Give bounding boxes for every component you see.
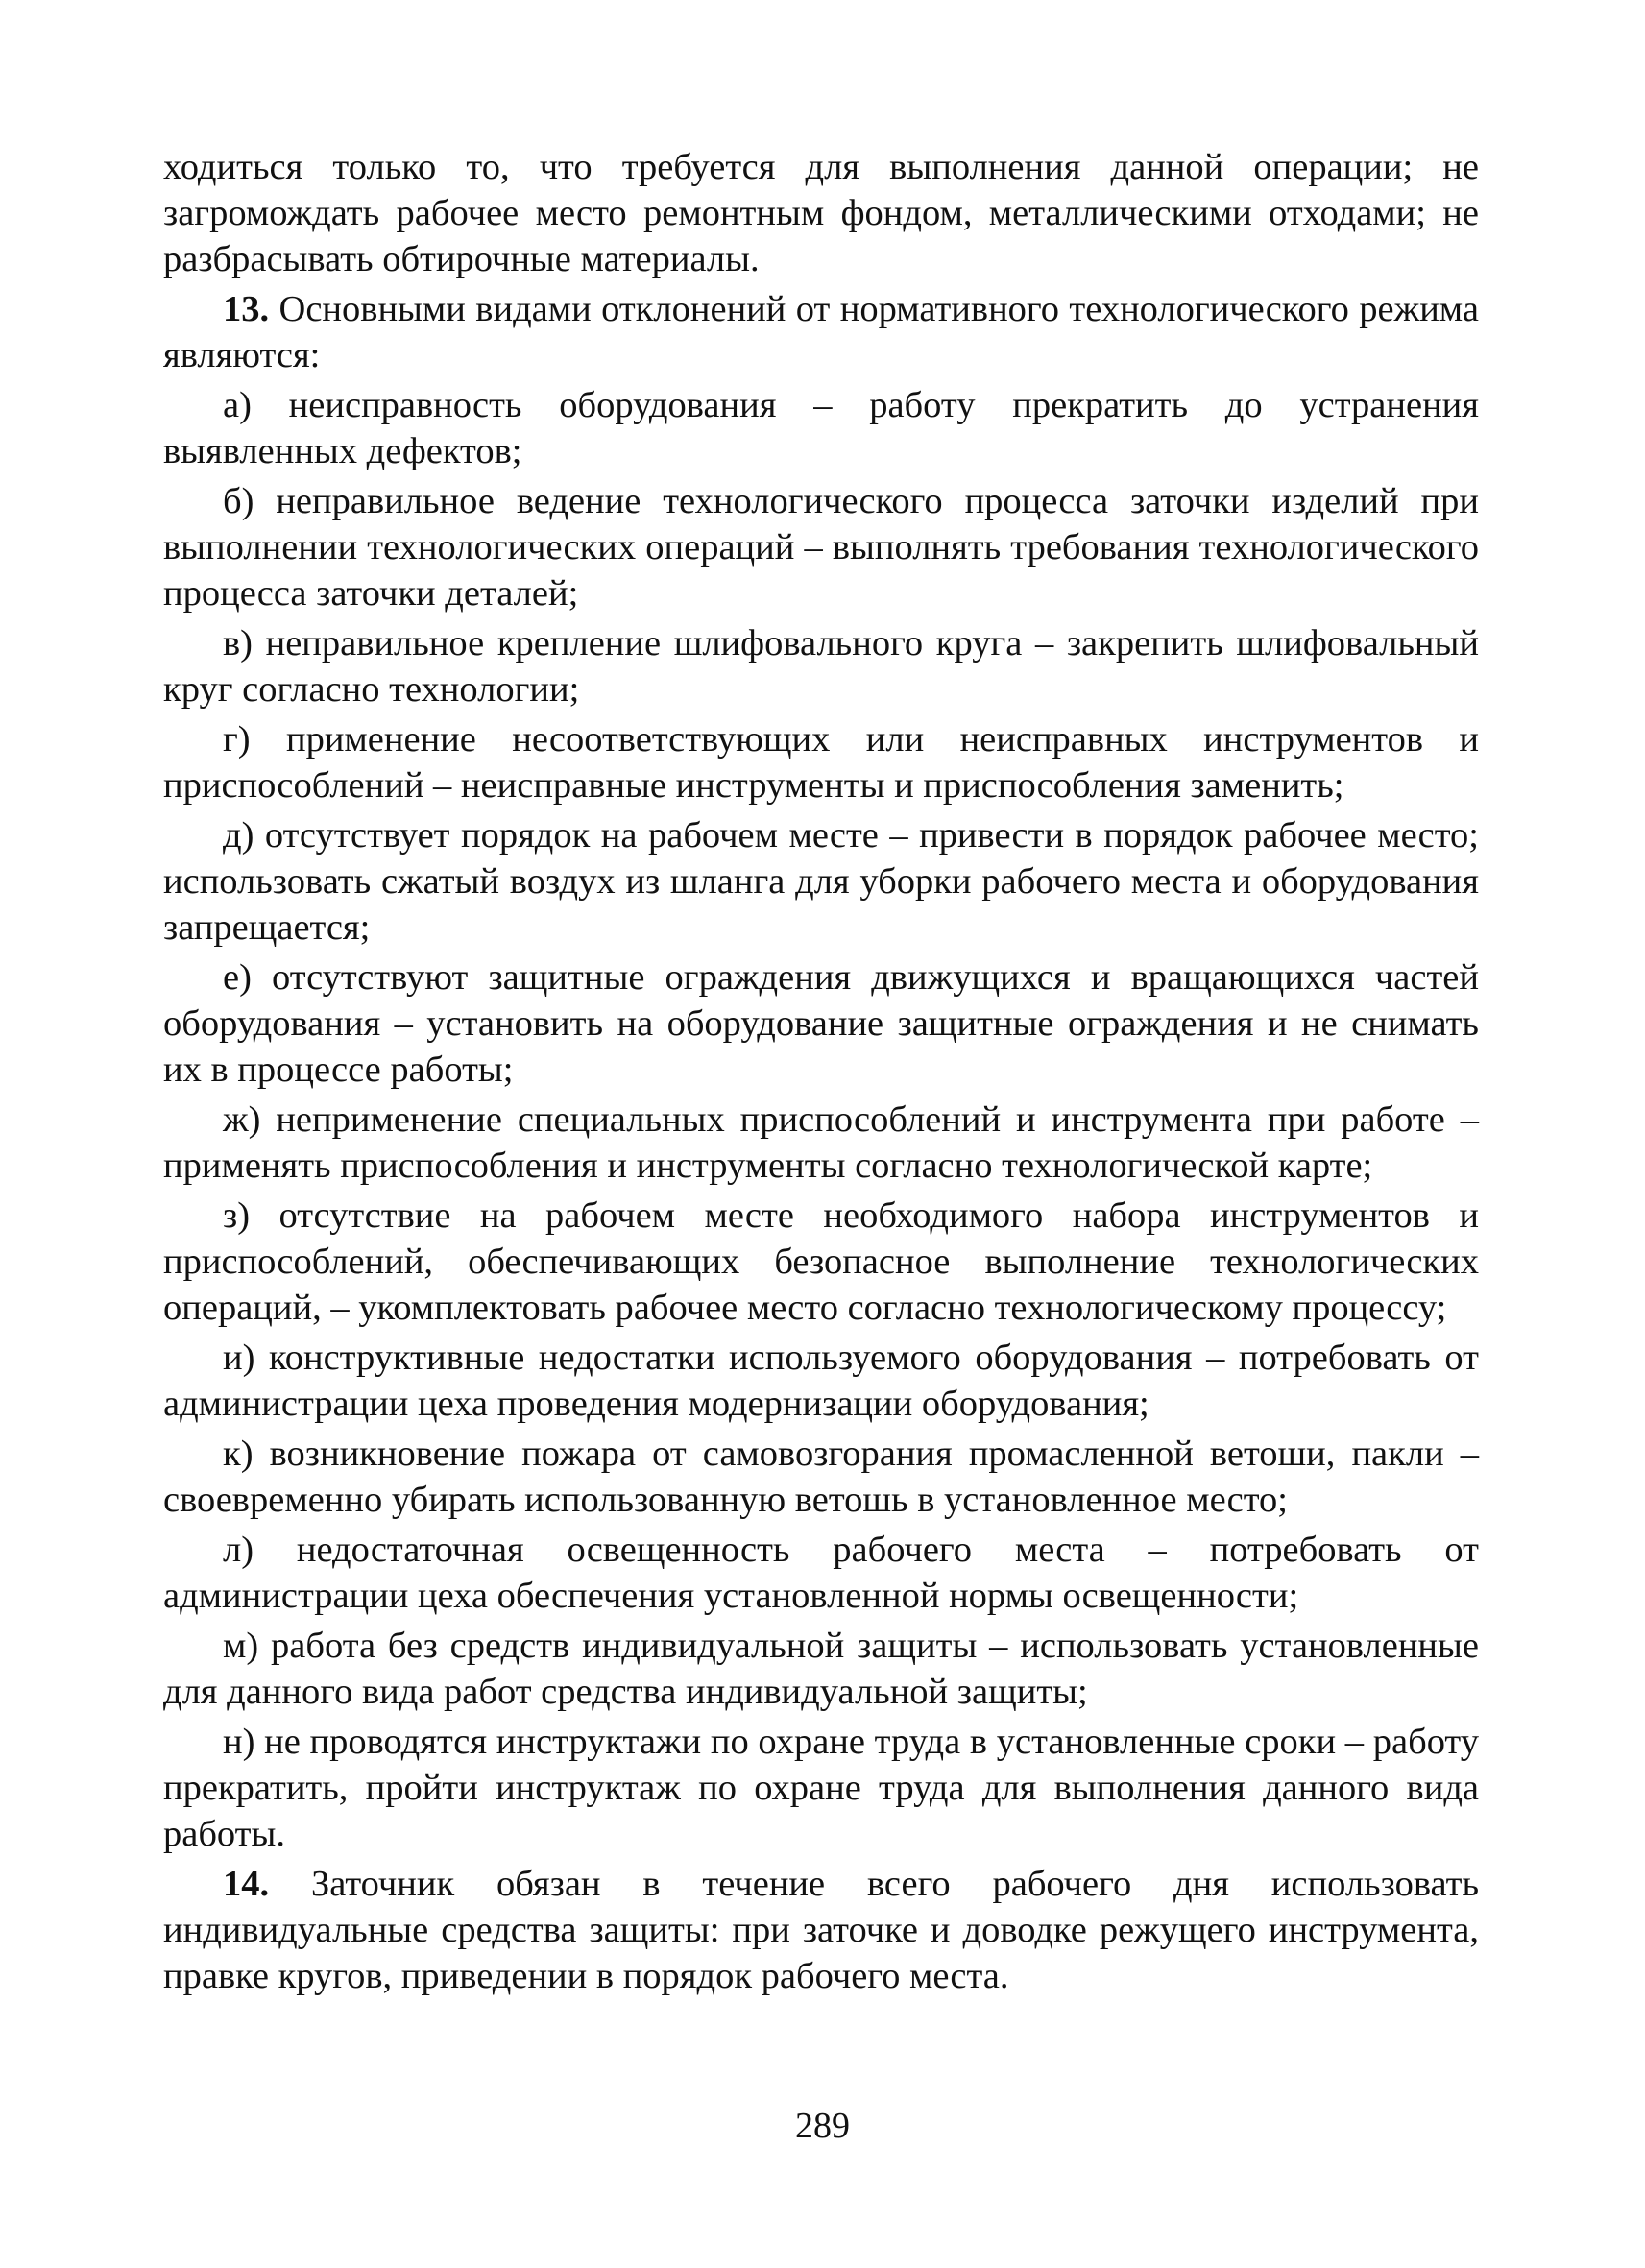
list-item-d: д) отсутствует порядок на рабочем месте – привести в порядок рабочее место; использовать сжатый воздух из шланга для уборки рабочего места и оборудования запрещается; [163, 815, 1479, 948]
section-14-text: Заточник обязан в течение всего рабочего дня использовать индивидуальные средства защиты: при заточке и доводке режущего инструмента, правке кругов, приведении в порядок рабочего места. [163, 1864, 1479, 1996]
list-item-g: г) применение несоответствующих или неисправных инструментов и приспособлений – неисправные инструменты и приспособления заменить; [163, 719, 1479, 806]
continuation-paragraph: ходиться только то, что требуется для выполнения данной операции; не загромождать рабочее место ремонтным фондом, металлическими отходами; не разбрасывать обтирочные материалы. [163, 147, 1479, 279]
list-item-n: н) не проводятся инструктажи по охране труда в установленные сроки – работу прекратить, пройти инструктаж по охране труда для выполнения данного вида работы. [163, 1722, 1479, 1854]
page-number: 289 [795, 2106, 850, 2146]
list-item-e: е) отсутствуют защитные ограждения движущихся и вращающихся частей оборудования – установить на оборудование защитные ограждения и не снимать их в процессе работы; [163, 957, 1479, 1090]
section-13-paragraph [163, 286, 1479, 378]
list-item-z: з) отсутствие на рабочем месте необходимого набора инструментов и приспособлений, обеспечивающих безопасное выполнение технологических операций, – укомплектовать рабочее место согласно технологическому процессу; [163, 1195, 1479, 1328]
list-item-i: и) конструктивные недостатки используемого оборудования – потребовать от администрации цеха проведения модернизации оборудования; [163, 1338, 1479, 1424]
list-item-m: м) работа без средств индивидуальной защиты – использовать установленные для данного вида работ средства индивидуальной защиты; [163, 1626, 1479, 1712]
list-item-a: а) неисправность оборудования – работу прекратить до устранения выявленных дефектов; [163, 385, 1479, 471]
section-14-number: 14. [223, 1864, 270, 1904]
document-page [163, 144, 1479, 2141]
section-13-number: 13. [223, 289, 270, 329]
list-item-k: к) возникновение пожара от самовозгорания промасленной ветоши, пакли – своевременно убирать использованную ветошь в установленное место; [163, 1434, 1479, 1520]
list-item-zh: ж) неприменение специальных приспособлений и инструмента при работе – применять приспособления и инструменты согласно технологической карте; [163, 1099, 1479, 1186]
list-item-b: б) неправильное ведение технологического процесса заточки изделий при выполнении технологических операций – выполнять требования технологического процесса заточки деталей; [163, 481, 1479, 614]
list-item-l: л) недостаточная освещенность рабочего места – потребовать от администрации цеха обеспечения установленной нормы освещенности; [163, 1530, 1479, 1616]
section-14-paragraph [163, 1861, 1479, 1999]
list-item-v: в) неправильное крепление шлифовального круга – закрепить шлифовальный круг согласно технологии; [163, 623, 1479, 710]
section-13-text: Основными видами отклонений от нормативного технологического режима являются: [163, 289, 1479, 375]
